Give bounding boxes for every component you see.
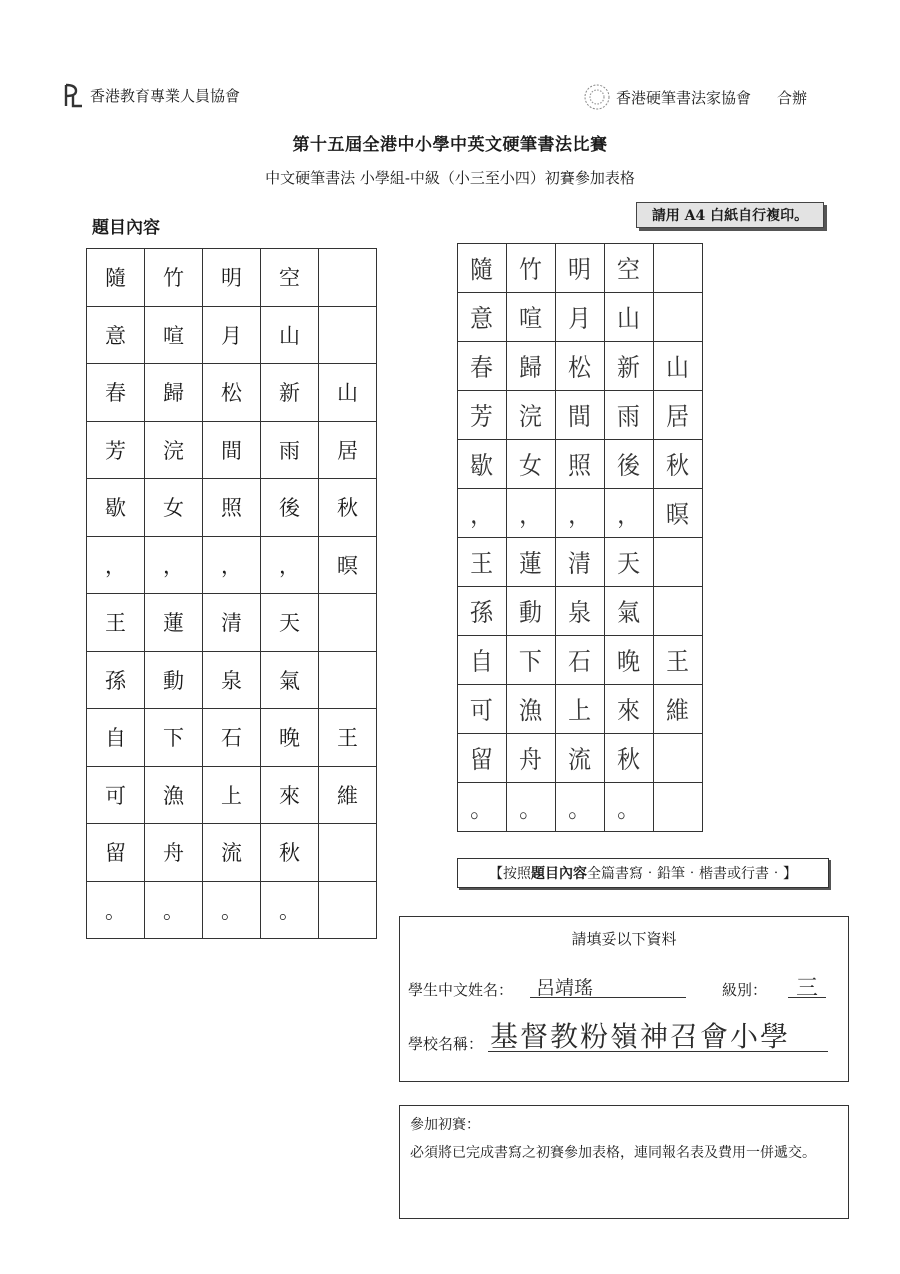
school-name-value: 基督教粉嶺神召會小學 [490,1022,791,1053]
handwritten-grid-cell [556,538,605,587]
handwritten-grid-cell-char: ， [519,501,543,530]
handwritten-poem-grid [457,243,703,832]
handwritten-grid-cell-char: 明 [568,256,592,285]
preliminary-note-box [399,1105,849,1219]
handwritten-grid-cell-char: 山 [666,354,690,383]
handwritten-grid-cell [654,342,703,391]
reference-grid-cell [319,651,377,709]
handwritten-grid-cell-row [458,734,703,783]
reference-grid-cell-row [87,306,377,364]
instruction-bold: 題目內容 [531,866,587,882]
handwritten-grid-cell-char: 喧 [519,305,543,334]
handwritten-grid-cell [556,587,605,636]
reference-grid-cell-row [87,249,377,307]
handwritten-grid-cell-char: 。 [568,795,592,824]
handwritten-grid-cell-char: 。 [519,795,543,824]
handwritten-grid-cell-char: 雨 [617,403,641,432]
reference-grid-cell: 山 [319,364,377,422]
reference-grid-cell: 秋 [261,824,319,882]
reference-grid-cell: 流 [203,824,261,882]
reference-grid-cell-row [87,651,377,709]
student-name-value: 呂靖瑤 [536,978,594,999]
organizer-left-name: 香港教育專業人員協會 [90,86,241,105]
handwritten-grid-cell [556,293,605,342]
info-box-title: 請填妥以下資料 [571,930,677,948]
reference-grid-cell: ， [203,536,261,594]
reference-grid-cell-row [87,709,377,767]
handwritten-grid-cell [556,636,605,685]
competition-title: 第十五屆全港中小學中英文硬筆書法比賽 [292,135,608,155]
handwritten-grid-cell [654,391,703,440]
handwritten-grid-cell-char: 女 [519,452,543,481]
handwritten-grid-cell-char: 泉 [568,599,592,628]
reference-grid-cell: 蓮 [145,594,203,652]
handwritten-grid-cell-row [458,685,703,734]
reference-grid-cell: ， [87,536,145,594]
handwritten-grid-cell-char: 後 [617,452,641,481]
handwritten-grid-cell-char: 。 [617,795,641,824]
handwritten-grid-cell-row [458,489,703,538]
handwritten-grid-cell-char: 來 [617,697,641,726]
reference-grid-cell: 舟 [145,824,203,882]
handwritten-grid-cell-row [458,244,703,293]
handwritten-grid-cell-char: 上 [568,697,592,726]
reference-grid-cell: 來 [261,766,319,824]
handwritten-grid-cell-char: 間 [568,403,592,432]
reference-grid-cell-row [87,421,377,479]
reference-grid-cell-row [87,536,377,594]
handwritten-grid-cell [556,244,605,293]
reference-grid-cell: 女 [145,479,203,537]
handwritten-grid-cell-row [458,538,703,587]
handwritten-grid-cell-char: 維 [666,697,690,726]
handwritten-grid-cell-char: 可 [470,697,494,726]
note-heading: 參加初賽： [410,1117,480,1133]
handwritten-grid-cell-char: 居 [666,403,690,432]
reference-grid-cell: 春 [87,364,145,422]
handwritten-grid-cell-char: 芳 [470,403,494,432]
reference-grid-cell: 浣 [145,421,203,479]
reference-grid-cell: 歇 [87,479,145,537]
handwritten-grid-cell-char: 蓮 [519,550,543,579]
handwritten-grid-cell [458,685,507,734]
reference-grid-cell: 。 [203,881,261,939]
reference-grid-cell: 間 [203,421,261,479]
handwritten-grid-cell [605,391,654,440]
handwritten-grid-cell [605,685,654,734]
reference-grid-cell [319,881,377,939]
reference-grid-cell: 維 [319,766,377,824]
handwritten-grid-cell [556,342,605,391]
handwritten-grid-cell [458,489,507,538]
handwritten-grid-cell-char: 秋 [666,452,690,481]
handwritten-grid-cell-char: 暝 [666,501,690,530]
handwritten-grid-cell [556,489,605,538]
reference-grid-cell: 秋 [319,479,377,537]
handwritten-grid-cell-char: 留 [470,746,494,775]
handwritten-grid-cell [556,391,605,440]
handwritten-grid-cell [507,587,556,636]
handwritten-grid-cell-char: 浣 [519,403,543,432]
writing-instruction [457,858,829,888]
reference-grid-cell: ， [261,536,319,594]
reference-grid-cell: 芳 [87,421,145,479]
handwritten-grid-cell [605,293,654,342]
handwritten-grid-cell-char: 氣 [617,599,641,628]
handwritten-grid-cell-char: 舟 [519,746,543,775]
reference-grid-cell: 照 [203,479,261,537]
reference-grid-cell: 留 [87,824,145,882]
reference-grid-cell: 居 [319,421,377,479]
handwritten-grid-cell-row [458,293,703,342]
handwritten-grid-cell [605,734,654,783]
handwritten-grid-cell-char: 春 [470,354,494,383]
handwritten-grid-cell [458,440,507,489]
reference-grid-cell: 後 [261,479,319,537]
handwritten-grid-cell [507,244,556,293]
handwritten-grid-cell-row [458,587,703,636]
handwritten-grid-cell [605,489,654,538]
handwritten-grid-cell-char: 秋 [617,746,641,775]
handwritten-grid-cell-char: 歇 [470,452,494,481]
reference-grid-cell: 松 [203,364,261,422]
reference-grid-cell-row [87,824,377,882]
reference-grid-cell: 竹 [145,249,203,307]
handwritten-grid-cell [507,391,556,440]
joint-organizer-label: 合辦 [777,88,808,107]
handwritten-grid-cell-char: 松 [568,354,592,383]
school-name-field[interactable] [488,1022,828,1053]
handwritten-grid-cell-row [458,391,703,440]
handwritten-grid-cell-row [458,440,703,489]
handwritten-grid-cell [458,587,507,636]
handwritten-grid-cell-row [458,342,703,391]
form-subtitle: 中文硬筆書法 小學組-中級（小三至小四）初賽參加表格 [265,169,635,187]
grade-value: 三 [796,975,819,1000]
handwritten-grid-cell-char: 空 [617,256,641,285]
handwritten-grid-cell [507,342,556,391]
instruction-suffix: 全篇書寫‧鉛筆‧楷書或行書‧】 [587,866,797,882]
handwritten-grid-cell [556,685,605,734]
handwritten-grid-cell [458,636,507,685]
handwritten-grid-cell-char: 天 [617,550,641,579]
handwritten-grid-cell-char: 清 [568,550,592,579]
handwritten-grid-cell-char: ， [470,501,494,530]
reference-grid-cell: 雨 [261,421,319,479]
reference-grid-cell: 石 [203,709,261,767]
handwritten-grid-cell [507,293,556,342]
handwritten-grid-cell-char: 照 [568,452,592,481]
handwritten-grid-cell-char: 流 [568,746,592,775]
handwritten-grid-cell [654,293,703,342]
handwritten-grid-cell [507,538,556,587]
handwritten-grid-cell-char: ， [617,501,641,530]
handwritten-grid-cell [654,685,703,734]
handwritten-grid-cell-char: 新 [617,354,641,383]
handwritten-grid-cell [507,489,556,538]
organizer-right-name: 香港硬筆書法家協會 [616,88,752,107]
note-body: 必須將已完成書寫之初賽參加表格，連同報名表及費用一併遞交。 [410,1145,816,1161]
handwritten-grid-cell [507,685,556,734]
handwritten-grid-cell-char: 隨 [470,256,494,285]
reference-grid-cell: 漁 [145,766,203,824]
student-name-field[interactable] [530,977,686,998]
reference-grid-cell-row [87,479,377,537]
handwritten-grid-cell-char: 意 [470,305,494,334]
handwritten-grid-cell [458,538,507,587]
handwritten-grid-cell-char: 孫 [470,599,494,628]
reference-grid-cell: 歸 [145,364,203,422]
handwritten-grid-cell [605,587,654,636]
reference-grid-cell-row [87,594,377,652]
handwritten-grid-cell [458,734,507,783]
reference-grid-cell: 。 [261,881,319,939]
reference-grid-cell: 可 [87,766,145,824]
handwritten-grid-cell [507,440,556,489]
handwritten-grid-cell [605,244,654,293]
reference-grid-cell: 意 [87,306,145,364]
reference-grid-cell: 王 [87,594,145,652]
reference-grid-cell: 動 [145,651,203,709]
handwritten-grid-cell-char: 晚 [617,648,641,677]
reference-grid-cell: 明 [203,249,261,307]
organizer-right [582,82,807,112]
reference-grid-cell: 新 [261,364,319,422]
handwritten-grid-cell [458,391,507,440]
handwritten-grid-cell [654,244,703,293]
handwritten-grid-cell [458,783,507,832]
reference-grid-cell: 自 [87,709,145,767]
handwritten-grid-cell [507,734,556,783]
handwritten-grid-cell-char: 下 [519,648,543,677]
calligraphy-association-seal-icon [582,82,612,112]
handwritten-grid-cell [654,636,703,685]
handwritten-grid-cell [654,587,703,636]
handwritten-grid-cell [654,783,703,832]
reference-grid-cell-row [87,881,377,939]
handwritten-grid-cell-char: 動 [519,599,543,628]
reference-grid-cell: 孫 [87,651,145,709]
reference-grid-cell [319,249,377,307]
handwritten-grid-cell-char: 月 [568,305,592,334]
reference-grid-cell: 空 [261,249,319,307]
reference-grid-cell: 天 [261,594,319,652]
handwritten-grid-cell [605,342,654,391]
reference-grid-cell [319,594,377,652]
reference-grid-cell-row [87,364,377,422]
handwritten-grid-cell-char: 山 [617,305,641,334]
handwritten-grid-cell [654,734,703,783]
handwritten-grid-cell [654,440,703,489]
handwritten-grid-cell-row [458,783,703,832]
reference-grid-cell: 上 [203,766,261,824]
reference-grid-cell: 王 [319,709,377,767]
handwritten-grid-cell [556,440,605,489]
handwritten-grid-cell [605,538,654,587]
reference-grid-cell [319,306,377,364]
reference-grid-cell [319,824,377,882]
grade-field[interactable] [788,977,826,998]
handwritten-grid-cell-row [458,636,703,685]
handwritten-grid-cell-char: 。 [470,795,494,824]
handwritten-grid-cell [605,440,654,489]
reference-grid-cell: 泉 [203,651,261,709]
handwritten-grid-cell [654,538,703,587]
handwritten-grid-cell-char: 王 [470,550,494,579]
reference-grid-cell: 。 [145,881,203,939]
handwritten-grid-cell-char: 自 [470,648,494,677]
handwritten-grid-cell-char: ， [568,501,592,530]
reference-grid-cell: 山 [261,306,319,364]
handwritten-grid-cell [605,783,654,832]
handwritten-grid-cell-char: 竹 [519,256,543,285]
reference-grid-cell: 隨 [87,249,145,307]
reference-grid-cell: 暝 [319,536,377,594]
handwritten-grid-cell [556,783,605,832]
grade-label: 級別： [722,981,768,999]
reference-grid-cell: 喧 [145,306,203,364]
reference-grid-cell: 。 [87,881,145,939]
reference-grid-cell: 氣 [261,651,319,709]
handwritten-grid-cell [556,734,605,783]
topic-content-label: 題目內容 [92,218,160,238]
handwritten-grid-cell [654,489,703,538]
handwritten-grid-cell-char: 王 [666,648,690,677]
handwritten-grid-cell [507,783,556,832]
handwritten-grid-cell-char: 漁 [519,697,543,726]
reference-grid-cell: 下 [145,709,203,767]
school-name-label: 學校名稱： [408,1035,484,1053]
handwritten-grid-cell [458,293,507,342]
association-logo-icon [62,82,84,108]
student-info-box [399,916,849,1082]
handwritten-grid-cell [605,636,654,685]
reference-grid-cell: 晚 [261,709,319,767]
handwritten-grid-cell [458,244,507,293]
handwritten-grid-cell-char: 石 [568,648,592,677]
reference-grid-cell: 月 [203,306,261,364]
handwritten-grid-cell-char: 歸 [519,354,543,383]
handwritten-grid-cell [507,636,556,685]
handwritten-grid-cell [458,342,507,391]
reference-grid-cell: 清 [203,594,261,652]
student-name-label: 學生中文姓名： [408,981,514,999]
reference-grid-cell: ， [145,536,203,594]
reference-grid-cell-row [87,766,377,824]
instruction-prefix: 【按照 [489,866,531,882]
print-instruction-badge: 請用 A4 白紙自行複印。 [636,202,824,228]
reference-poem-grid [86,248,377,939]
organizer-left [62,82,240,108]
